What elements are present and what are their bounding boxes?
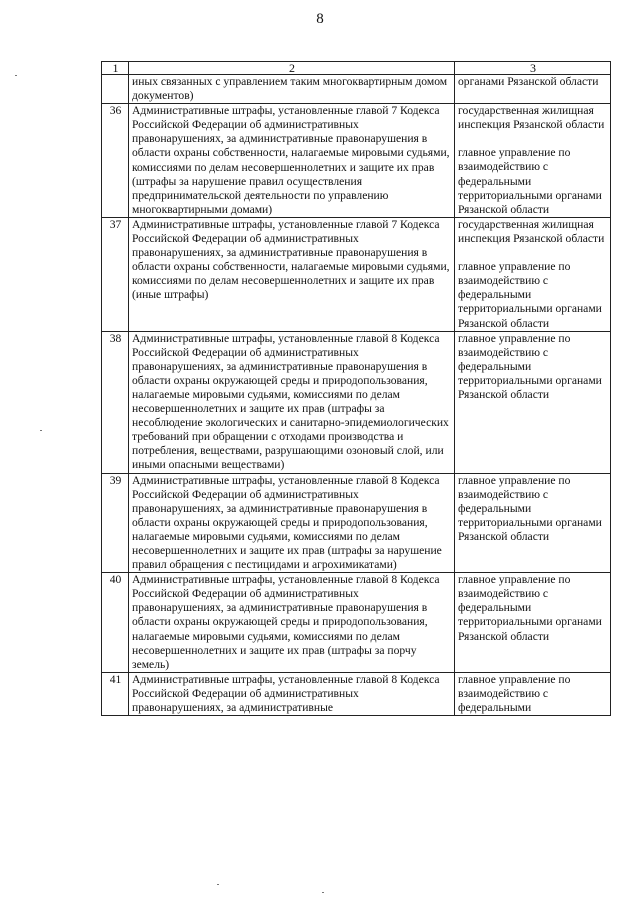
- row-agencies: [455, 104, 611, 218]
- table-row: [102, 672, 611, 715]
- agency-name: главное управление по взаимодействию с федеральными территориальными органами Рязанской области: [458, 331, 602, 401]
- header-col-2: 2: [129, 62, 455, 75]
- table-row: [102, 331, 611, 473]
- row-description: Административные штрафы, установленные главой 7 Кодекса Российской Федерации об административных правонарушениях, за административные правонарушения в области охраны собственности, налагаемые мировыми судьями, комиссиями по делам несовершеннолетних и защите их прав (иные штрафы): [129, 217, 455, 331]
- revenue-table: [101, 61, 611, 716]
- scan-speck: [15, 75, 17, 76]
- row-number: 41: [102, 672, 129, 715]
- table-row: [102, 573, 611, 673]
- table-row: [102, 75, 611, 104]
- row-number: 37: [102, 217, 129, 331]
- scan-speck: [40, 430, 42, 431]
- page-number: 8: [316, 11, 324, 27]
- agency-name: главное управление по взаимодействию с федеральными: [458, 672, 571, 715]
- agency-name: государственная жилищная инспекция Рязанской области: [458, 217, 605, 246]
- header-col-3: 3: [455, 62, 611, 75]
- row-description: Административные штрафы, установленные главой 7 Кодекса Российской Федерации об административных правонарушениях, за административные правонарушения в области охраны собственности, налагаемые мировыми судьями, комиссиями по делам несовершеннолетних и защите их прав (штрафы за нарушение правил осуществления предпринимательской деятельности по управлению многоквартирными домами): [129, 104, 455, 218]
- scan-speck: [322, 892, 324, 893]
- row-number: 40: [102, 573, 129, 673]
- row-number: 36: [102, 104, 129, 218]
- row-number: [102, 75, 129, 104]
- row-description: Административные штрафы, установленные главой 8 Кодекса Российской Федерации об административных правонарушениях, за административные правонарушения в области охраны окружающей среды и природопользования, налагаемые мировыми судьями, комиссиями по делам несовершеннолетних и защите их прав (штрафы за несоблюдение экологических и санитарно-эпидемиологических требований при обращении с отходами производства и потребления, веществами, разрушающими озоновый слой, или иными опасными веществами): [129, 331, 455, 473]
- row-description: иных связанных с управлением таким многоквартирным домом документов): [129, 75, 455, 104]
- agency-name: главное управление по взаимодействию с федеральными территориальными органами Рязанской области: [458, 260, 602, 330]
- row-agencies: [455, 331, 611, 473]
- row-number: 39: [102, 473, 129, 573]
- row-agencies: [455, 217, 611, 331]
- header-col-1: 1: [102, 62, 129, 75]
- row-agencies: [455, 573, 611, 673]
- row-agencies: [455, 473, 611, 573]
- row-agencies: [455, 672, 611, 715]
- agency-name: главное управление по взаимодействию с федеральными территориальными органами Рязанской области: [458, 146, 602, 216]
- agency-name: органами Рязанской области: [458, 75, 599, 88]
- table-row: [102, 104, 611, 218]
- row-description: Административные штрафы, установленные главой 8 Кодекса Российской Федерации об административных правонарушениях, за административные правонарушения в области охраны окружающей среды и природопользования, налагаемые мировыми судьями, комиссиями по делам несовершеннолетних и защите их прав (штрафы за нарушение правил обращения с пестицидами и агрохимикатами): [129, 473, 455, 573]
- agency-name: главное управление по взаимодействию с федеральными территориальными органами Рязанской области: [458, 473, 602, 543]
- row-agencies: [455, 75, 611, 104]
- row-description: Административные штрафы, установленные главой 8 Кодекса Российской Федерации об административных правонарушениях, за административные правонарушения в области охраны окружающей среды и природопользования, налагаемые мировыми судьями, комиссиями по делам несовершеннолетних и защите их прав (штрафы за порчу земель): [129, 573, 455, 673]
- table-header-row: [102, 62, 611, 75]
- agency-name: государственная жилищная инспекция Рязанской области: [458, 104, 605, 132]
- scan-speck: [217, 884, 219, 885]
- table-row: [102, 473, 611, 573]
- table-row: [102, 217, 611, 331]
- row-number: 38: [102, 331, 129, 473]
- row-description: Административные штрафы, установленные главой 8 Кодекса Российской Федерации об административных правонарушениях, за административные: [129, 672, 455, 715]
- agency-name: главное управление по взаимодействию с федеральными территориальными органами Рязанской области: [458, 573, 602, 643]
